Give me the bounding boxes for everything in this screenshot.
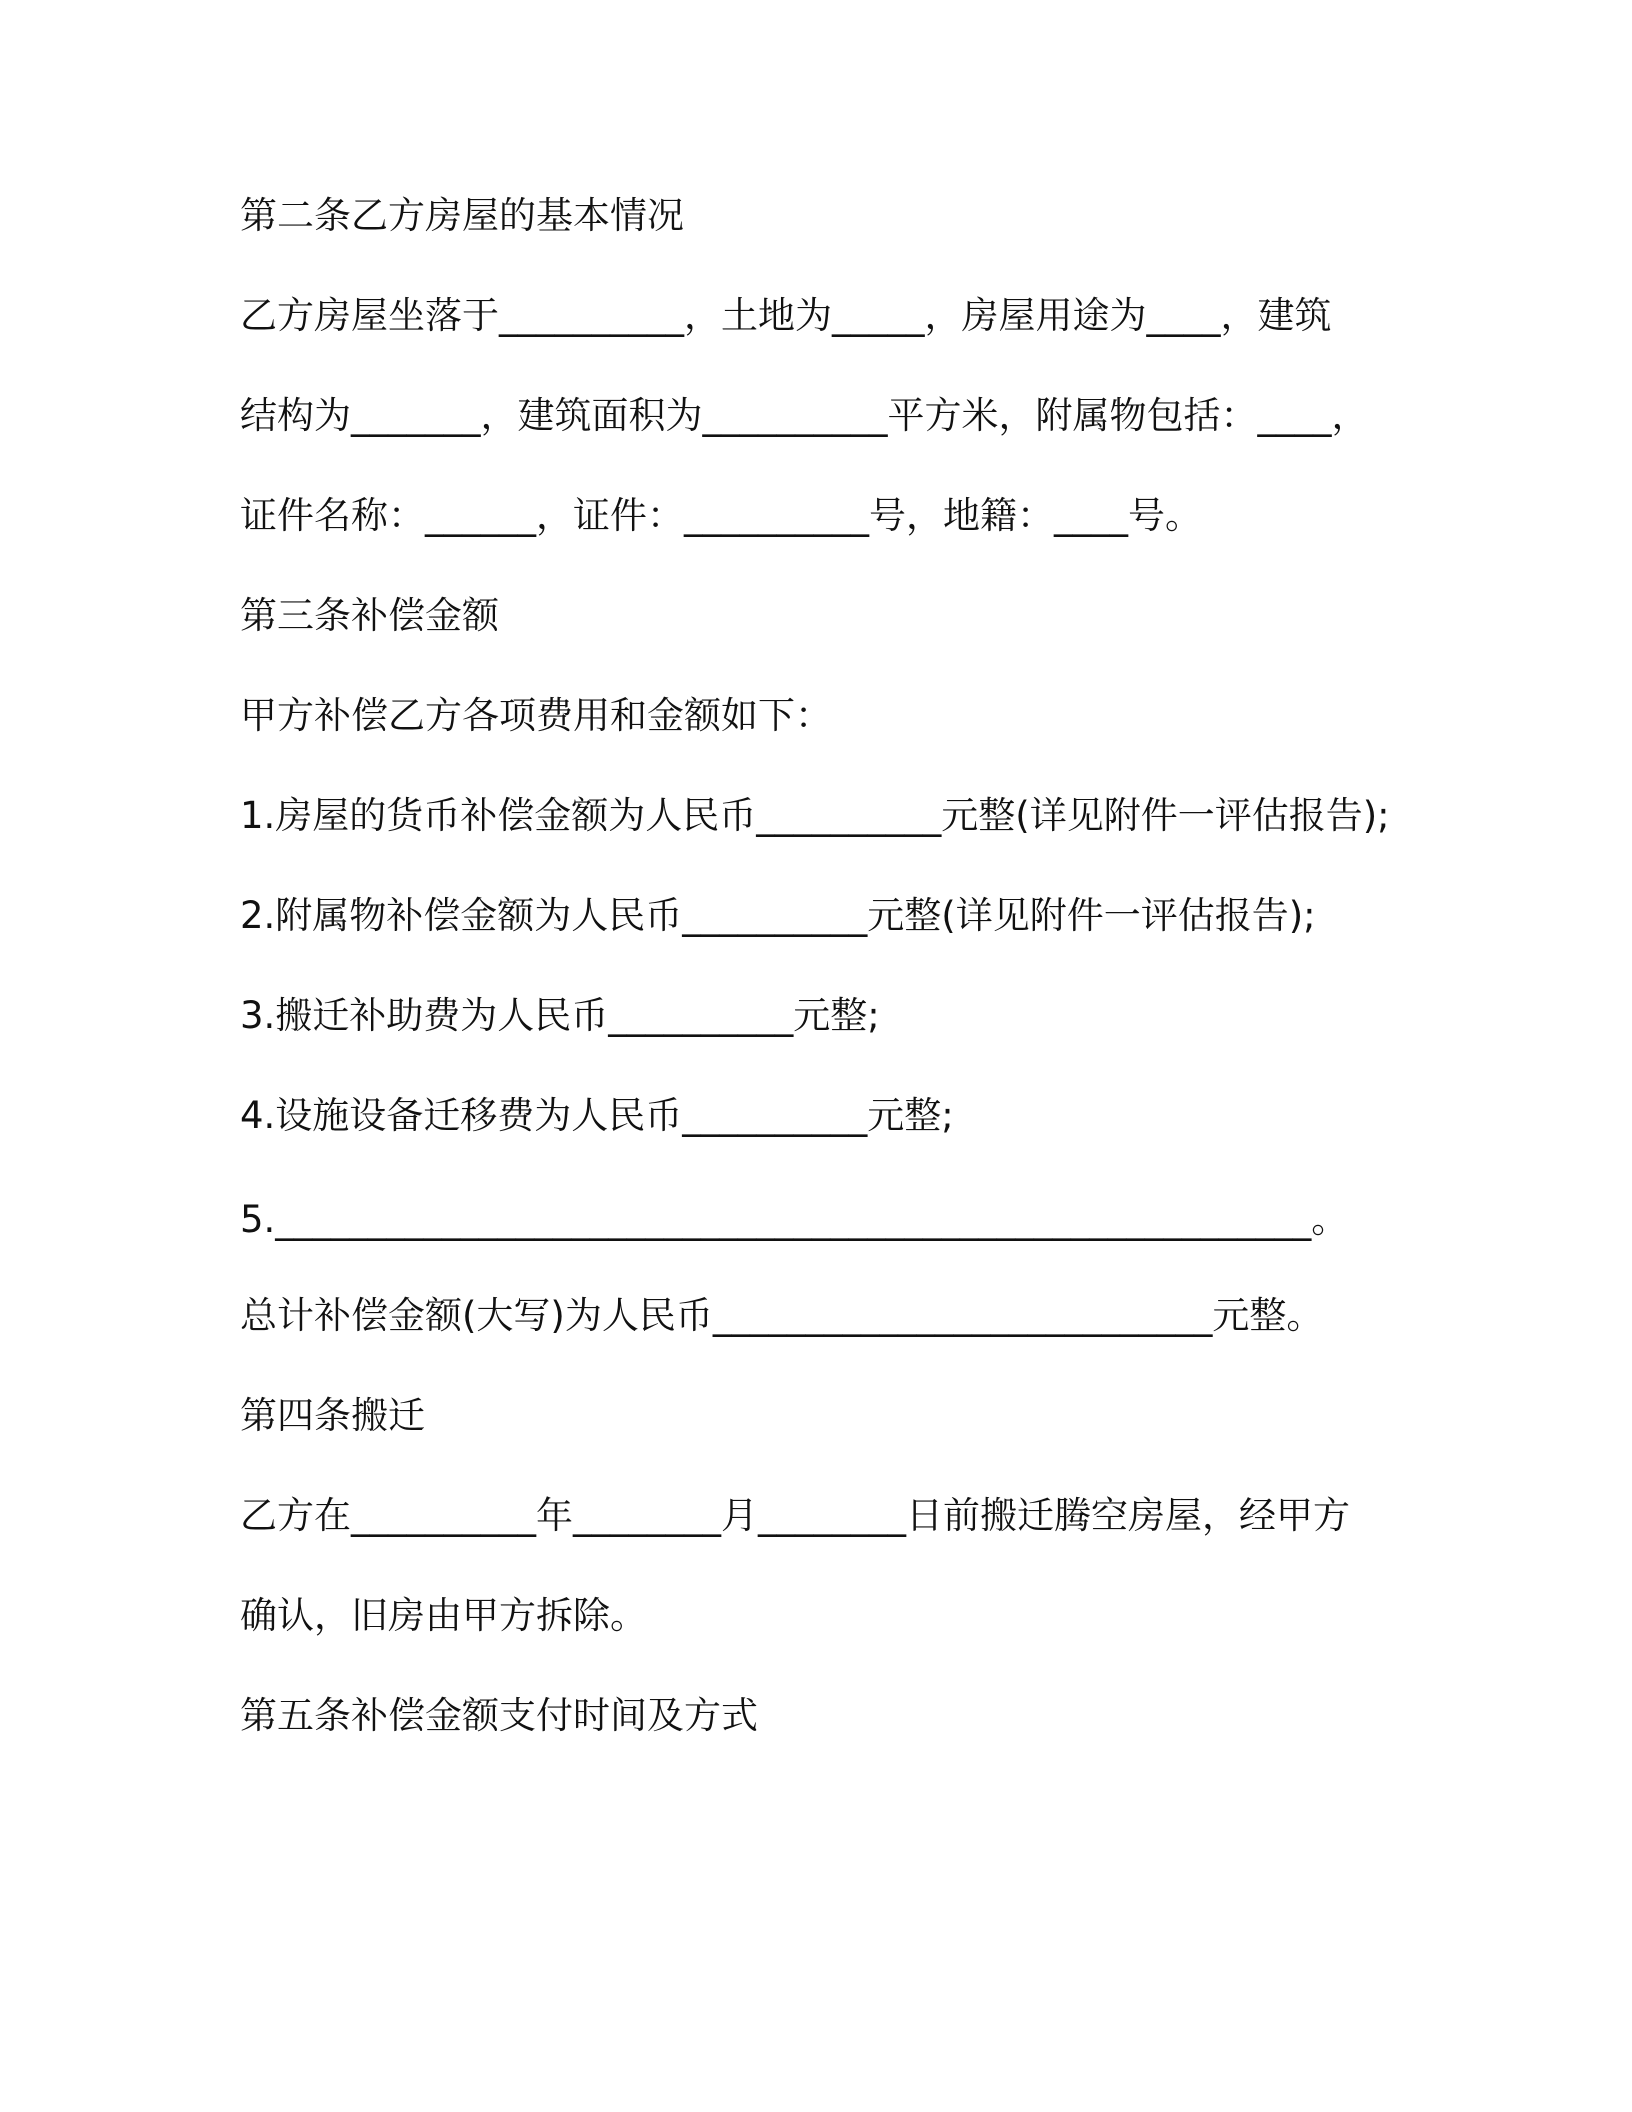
article-4-heading: 第四条搬迁	[240, 1394, 425, 1437]
certificate-line: 证件名称：______，证件：__________号，地籍：____号。	[240, 494, 1202, 537]
compensation-item-1: 1.房屋的货币补偿金额为人民币__________元整(详见附件一评估报告);	[240, 794, 1390, 837]
article-3-heading: 第三条补偿金额	[240, 594, 499, 637]
house-location-line: 乙方房屋坐落于__________，土地为_____，房屋用途为____，建筑	[240, 294, 1332, 337]
compensation-item-2: 2.附属物补偿金额为人民币__________元整(详见附件一评估报告);	[240, 894, 1316, 937]
article-5-heading: 第五条补偿金额支付时间及方式	[240, 1694, 758, 1737]
relocation-confirm-line: 确认，旧房由甲方拆除。	[240, 1594, 647, 1637]
article-2-heading: 第二条乙方房屋的基本情况	[240, 194, 684, 237]
compensation-item-3: 3.搬迁补助费为人民币__________元整;	[240, 994, 880, 1037]
compensation-total: 总计补偿金额(大写)为人民币___________________________元整。	[240, 1294, 1324, 1337]
house-structure-line: 结构为_______，建筑面积为__________平方米，附属物包括：____，	[240, 394, 1369, 437]
compensation-item-5: 5.________________________________________________________。	[240, 1198, 1349, 1241]
relocation-date-line: 乙方在__________年________月________日前搬迁腾空房屋，经甲方	[240, 1494, 1350, 1537]
compensation-intro: 甲方补偿乙方各项费用和金额如下：	[240, 694, 832, 737]
compensation-item-4: 4.设施设备迁移费为人民币__________元整;	[240, 1094, 954, 1137]
